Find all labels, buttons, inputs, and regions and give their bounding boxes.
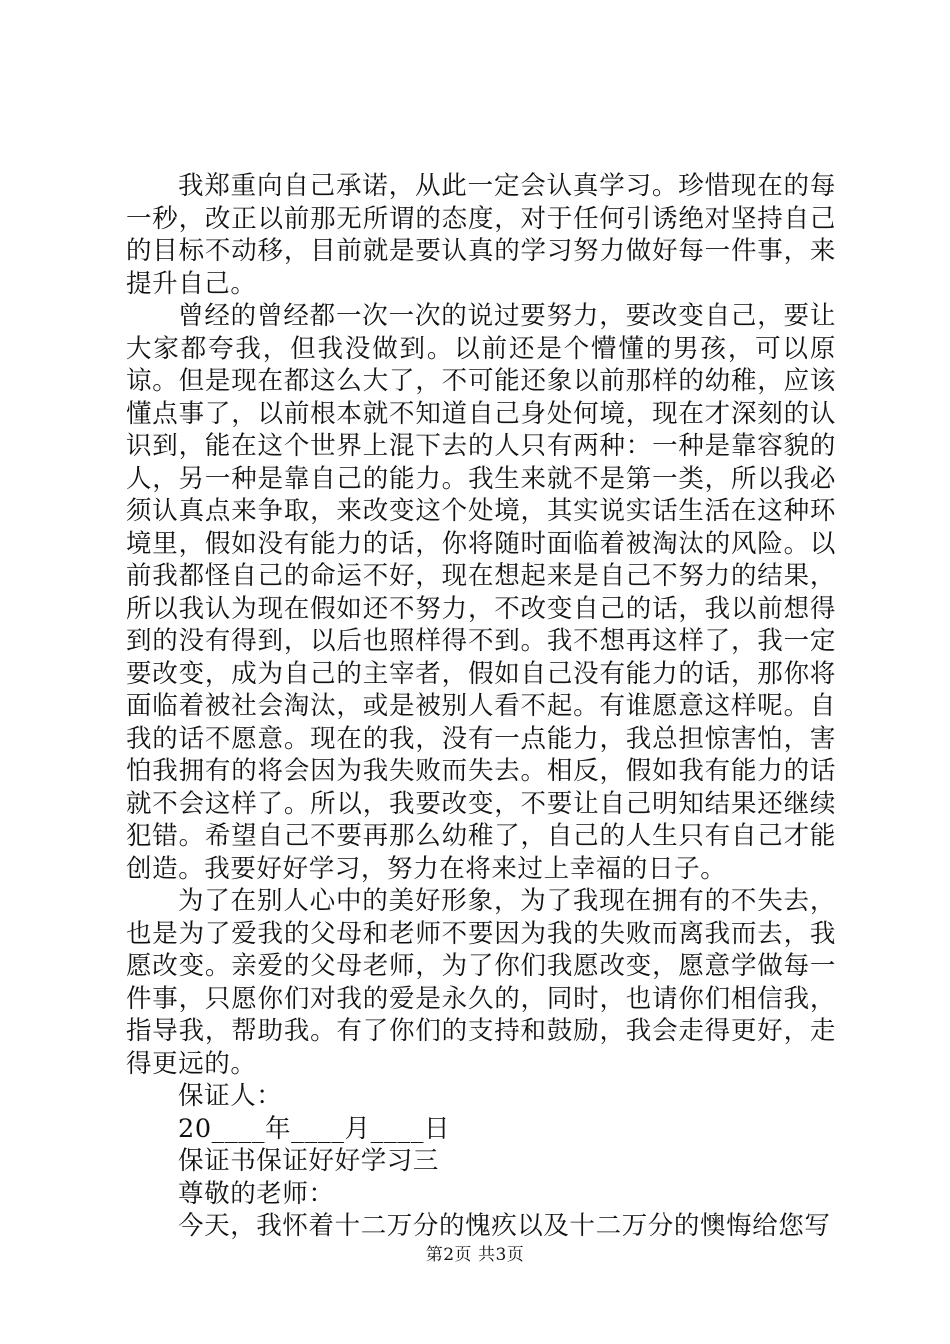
paragraph-3: 为了在别人心中的美好形象，为了我现在拥有的不失去，也是为了爱我的父母和老师不要因为我的失败而离我而去，我愿改变。亲爱的父母老师，为了你们我愿改变，愿意学做每一件事，只愿你们对我的爱是永久的，同时，也请你们相信我，指导我，帮助我。有了你们的支持和鼓励，我会走得更好，走得更远的。 (126, 886, 836, 1079)
salutation: 尊敬的老师： (178, 1178, 335, 1209)
last-line: 今天，我怀着十二万分的愧疚以及十二万分的懊悔给您写 (178, 1211, 831, 1241)
paragraph-1: 我郑重向自己承诺，从此一定会认真学习。珍惜现在的每一秒，改正以前那无所谓的态度，对于任何引诱绝对坚持自己的目标不动移，目前就是要认真的学习努力做好每一件事，来提升自己。 (126, 171, 836, 299)
guarantor-label: 保证人： (178, 1081, 283, 1111)
paragraph-2: 曾经的曾经都一次一次的说过要努力，要改变自己，要让大家都夸我，但我没做到。以前还是个懵懂的男孩，可以原谅。但是现在都这么大了，不可能还象以前那样的幼稚，应该懂点事了，以前根本就不知道自己身处何境，现在才深刻的认识到，能在这个世界上混下去的人只有两种：一种是靠容貌的人，另一种是靠自己的能力。我生来就不是第一类，所以我必须认真点来争取，来改变这个处境，其实说实话生活在这种环境里，假如没有能力的话，你将随时面临着被淘汰的风险。以前我都怪自己的命运不好，现在想起来是自己不努力的结果，所以我认为现在假如还不努力，不改变自己的话，我以前想得到的没有得到，以后也照样得不到。我不想再这样了，我一定要改变，成为自己的主宰者，假如自己没有能力的话，那你将面临着被社会淘汰，或是被别人看不起。有谁愿意这样呢。自我的话不愿意。现在的我，没有一点能力，我总担惊害怕，害怕我拥有的将会因为我失败而失去。相反，假如我有能力的话就不会这样了。所以，我要改变，不要让自己明知结果还继续犯错。希望自己不要再那么幼稚了，自己的人生只有自己才能创造。我要好好学习，努力在将来过上幸福的日子。 (126, 301, 836, 884)
section-title: 保证书保证好好学习三 (178, 1146, 440, 1176)
date-line: 20____年____月____日 (178, 1113, 451, 1144)
page-footer: 第2页 共3页 (425, 1245, 525, 1265)
document-body (126, 170, 836, 1243)
